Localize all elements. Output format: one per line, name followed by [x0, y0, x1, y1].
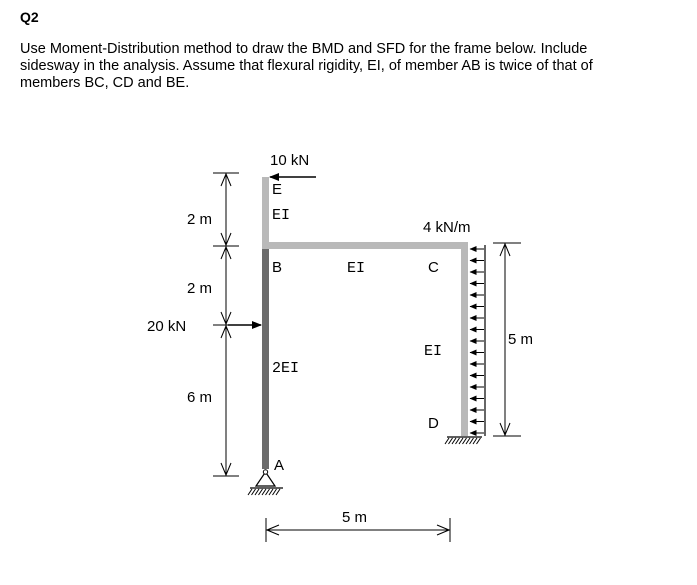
member-be [262, 177, 269, 249]
fixed-support-d [445, 437, 482, 444]
dim-horizontal-label: 5 m [342, 509, 368, 526]
question-line-1: Use Moment-Distribution method to draw the BMD and SFD for the frame below. Include [20, 41, 588, 57]
node-d-label: D [428, 415, 439, 432]
distributed-load [470, 245, 485, 436]
node-c-label: C [428, 259, 439, 276]
dim-top-label: 2 m [187, 211, 213, 228]
question-line-3: members BC, CD and BE. [20, 75, 190, 91]
dim-bottom-label: 6 m [187, 389, 213, 406]
node-e-label: E [272, 181, 283, 198]
node-b-label: B [272, 259, 283, 276]
stiffness-bc-label: EI [347, 260, 366, 277]
node-a-label: A [274, 457, 285, 474]
member-bc [262, 242, 468, 249]
stiffness-cd-label: EI [424, 343, 443, 360]
question-line-2: sidesway in the analysis. Assume that flexural rigidity, EI, of member AB is twice of that of [20, 58, 593, 74]
dim-mid-label: 2 m [187, 280, 213, 297]
member-cd [461, 242, 468, 436]
dim-right-label: 5 m [508, 331, 534, 348]
stiffness-be-label: EI [272, 207, 291, 224]
question-number: Q2 [20, 9, 39, 25]
udl-arrows [470, 249, 484, 433]
load-top-label: 10 kN [270, 152, 310, 169]
stiffness-ab-label: 2EI [272, 360, 300, 377]
member-ab [262, 249, 269, 469]
dimension-left [213, 173, 239, 476]
load-side-label: 20 kN [147, 318, 187, 335]
udl-label: 4 kN/m [423, 219, 471, 236]
